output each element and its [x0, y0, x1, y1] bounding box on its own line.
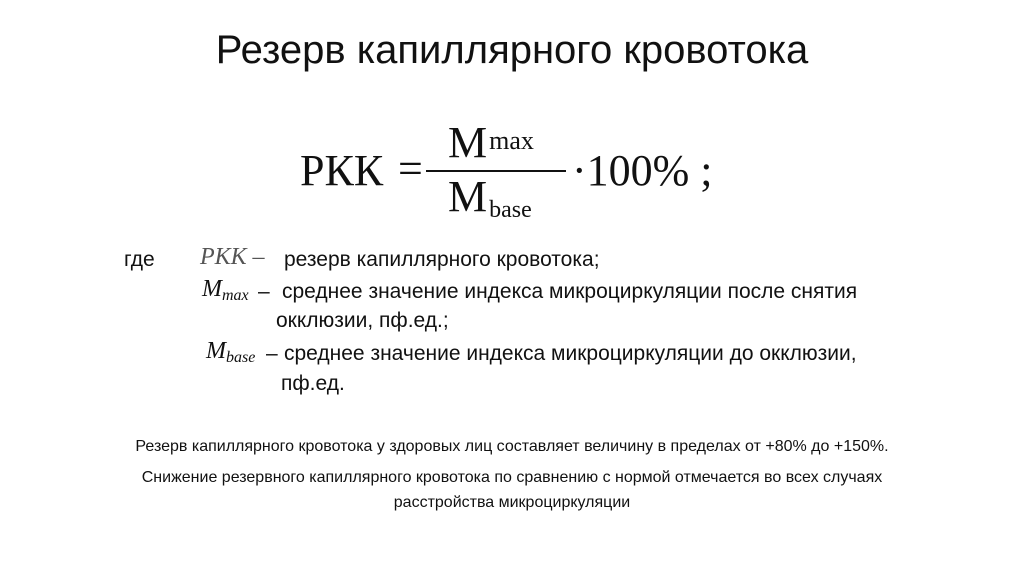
paragraph-reduction-line1: Снижение резервного капиллярного кровотока по сравнению с нормой отмечается во всех случаях — [141, 469, 883, 486]
denominator-symbol: M — [448, 172, 488, 221]
legend-text-mbase: среднее значение индекса микроциркуляции до окклюзии, — [284, 342, 857, 365]
denominator-subscript: base — [489, 197, 532, 223]
legend-symbol-rkk: РКК – — [200, 244, 265, 270]
legend-symbol-mmax: Mmax — [202, 276, 249, 304]
formula-equals: = — [398, 144, 423, 193]
numerator-subscript: max — [489, 126, 534, 155]
paragraph-reduction-line2: расстройства микроциркуляции — [393, 494, 631, 511]
paragraph-normal-range: Резерв капиллярного кровотока у здоровых лиц составляет величину в пределах от +80% до +150%. — [135, 438, 889, 455]
slide-title: Резерв капиллярного кровотока — [215, 28, 809, 72]
numerator-symbol: M — [448, 118, 488, 167]
legend-text-mmax: среднее значение индекса микроциркуляции после снятия — [282, 280, 858, 303]
formula-multiplier: ·100% ; — [572, 146, 713, 195]
formula-lhs: РКК — [300, 146, 384, 195]
legend-text-mmax-cont: окклюзии, пф.ед.; — [276, 309, 449, 332]
legend-dash-mbase: – — [266, 342, 278, 365]
legend-text-rkk: резерв капиллярного кровотока; — [284, 248, 600, 271]
legend-symbol-mbase: Mbase — [206, 338, 256, 366]
legend-dash-mmax: – — [258, 280, 270, 303]
legend-where: где — [124, 248, 155, 271]
legend-text-mbase-cont: пф.ед. — [281, 372, 345, 395]
